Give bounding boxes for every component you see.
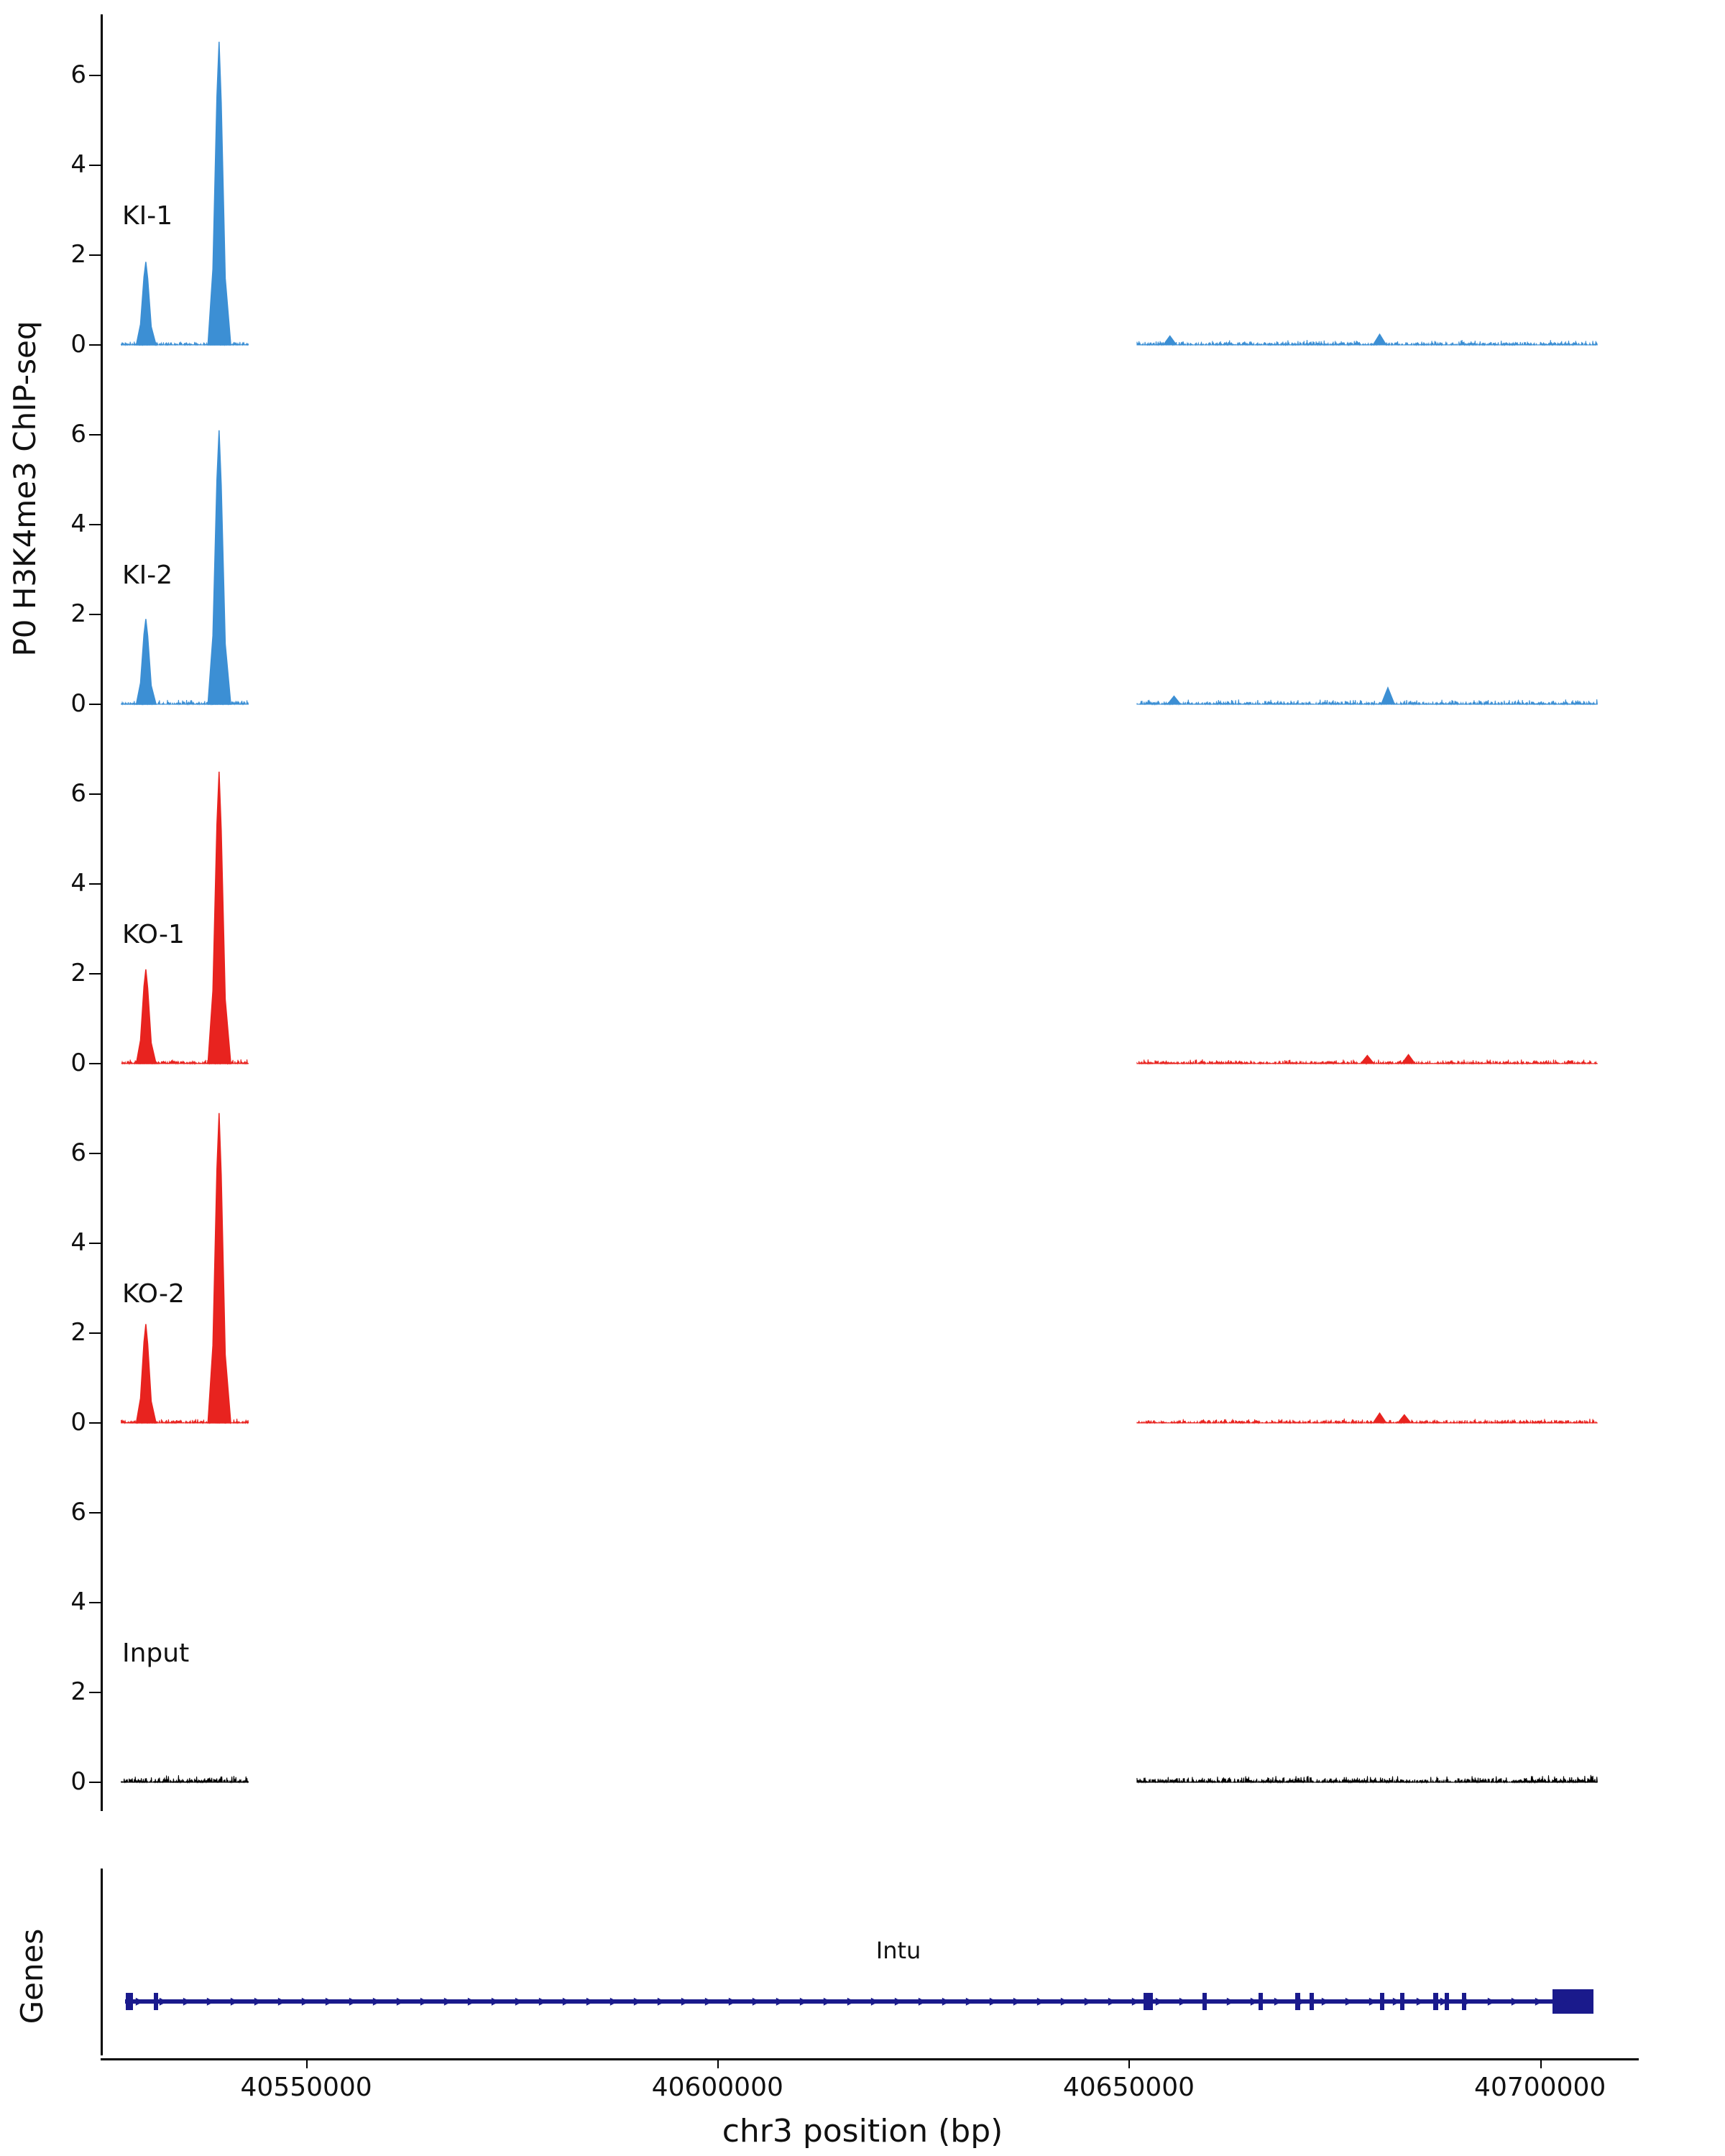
y-tick-label: 6 (70, 779, 86, 808)
gene-strand-arrow-icon: ▸ (918, 1992, 926, 2010)
y-tick (89, 793, 101, 795)
gene-strand-arrow-icon: ▸ (538, 1992, 547, 2010)
gene-strand-arrow-icon: ▸ (349, 1992, 357, 2010)
y-tick (89, 1422, 101, 1424)
gene-track-plot (101, 1869, 1639, 2055)
gene-strand-arrow-icon: ▸ (1108, 1992, 1116, 2010)
gene-strand-arrow-icon: ▸ (420, 1992, 428, 2010)
track-ko-1 (70, 733, 1639, 1092)
gene-strand-arrow-icon: ▸ (467, 1992, 476, 2010)
gene-exon (1400, 1993, 1404, 2010)
gene-strand-arrow-icon: ▸ (989, 1992, 998, 2010)
gene-strand-arrow-icon: ▸ (159, 1992, 167, 2010)
gene-strand-arrow-icon: ▸ (1036, 1992, 1045, 2010)
x-axis-label: chr3 position (bp) (722, 2113, 1003, 2150)
track-name-label: KI-2 (122, 561, 173, 590)
x-tick (1128, 2058, 1130, 2068)
gene-name-label: Intu (875, 1937, 921, 1964)
track-name-label: KO-2 (122, 1279, 185, 1309)
y-tick-label: 4 (70, 869, 86, 898)
gene-strand-arrow-icon: ▸ (633, 1992, 642, 2010)
gene-strand-arrow-icon: ▸ (1392, 1992, 1401, 2010)
gene-strand-arrow-icon: ▸ (1250, 1992, 1259, 2010)
gene-strand-arrow-icon: ▸ (1060, 1992, 1069, 2010)
gene-strand-arrow-icon: ▸ (1084, 1992, 1092, 2010)
y-tick (89, 344, 101, 346)
y-tick-label: 0 (70, 330, 86, 359)
y-tick (89, 1243, 101, 1244)
y-tick-label: 6 (70, 60, 86, 89)
gene-strand-arrow-icon: ▸ (1131, 1992, 1140, 2010)
y-tick (89, 165, 101, 166)
x-tick (1540, 2058, 1542, 2068)
y-tick-label: 0 (70, 689, 86, 718)
y-tick (89, 254, 101, 256)
gene-strand-arrow-icon: ▸ (586, 1992, 594, 2010)
y-tick (89, 434, 101, 436)
track-ki-2 (70, 374, 1639, 733)
y-tick-label: 6 (70, 420, 86, 448)
gene-strand-arrow-icon: ▸ (752, 1992, 760, 2010)
signal-plot (101, 374, 1639, 733)
y-tick-label: 0 (70, 1049, 86, 1077)
gene-exon (1310, 1993, 1314, 2010)
gene-strand-arrow-icon: ▸ (681, 1992, 689, 2010)
y-tick (89, 1782, 101, 1783)
gene-strand-arrow-icon: ▸ (610, 1992, 618, 2010)
gene-strand-arrow-icon: ▸ (942, 1992, 950, 2010)
x-axis (101, 2058, 1639, 2060)
gene-strand-arrow-icon: ▸ (823, 1992, 832, 2010)
y-tick-label: 4 (70, 510, 86, 538)
y-tick (89, 883, 101, 885)
gene-strand-arrow-icon: ▸ (491, 1992, 500, 2010)
gene-strand-arrow-icon: ▸ (1297, 1992, 1306, 2010)
gene-exon (1380, 1993, 1384, 2010)
gene-strand-arrow-icon: ▸ (206, 1992, 215, 2010)
genes-track-label: Genes (14, 1928, 50, 2024)
signal-plot (101, 1092, 1639, 1452)
gene-strand-arrow-icon: ▸ (277, 1992, 286, 2010)
x-tick-label: 40600000 (651, 2073, 783, 2102)
x-tick-label: 40650000 (1062, 2073, 1195, 2102)
gene-strand-arrow-icon: ▸ (1202, 1992, 1211, 2010)
track-name-label: KO-1 (122, 920, 185, 949)
track-ko-2 (70, 1092, 1639, 1452)
gene-track (101, 1869, 1639, 2055)
gene-strand-arrow-icon: ▸ (515, 1992, 523, 2010)
y-tick-label: 6 (70, 1498, 86, 1526)
gene-strand-arrow-icon: ▸ (1535, 1992, 1543, 2010)
gene-strand-arrow-icon: ▸ (135, 1992, 144, 2010)
y-tick (89, 1063, 101, 1064)
gene-strand-arrow-icon: ▸ (657, 1992, 666, 2010)
gene-strand-arrow-icon: ▸ (325, 1992, 334, 2010)
gene-strand-arrow-icon: ▸ (1487, 1992, 1496, 2010)
track-input (70, 1452, 1639, 1811)
gene-strand-arrow-icon: ▸ (1179, 1992, 1187, 2010)
gene-strand-arrow-icon: ▸ (230, 1992, 239, 2010)
signal-plot (101, 1452, 1639, 1811)
gene-strand-arrow-icon: ▸ (1440, 1992, 1448, 2010)
signal-plot (101, 14, 1639, 374)
y-tick-label: 2 (70, 599, 86, 628)
y-axis-label: P0 H3K4me3 ChIP-seq (7, 321, 42, 657)
gene-exon (154, 1993, 158, 2010)
gene-strand-arrow-icon: ▸ (562, 1992, 571, 2010)
y-tick-label: 4 (70, 1588, 86, 1616)
y-tick-label: 6 (70, 1138, 86, 1167)
y-tick-label: 2 (70, 240, 86, 269)
track-name-label: Input (122, 1639, 190, 1668)
y-tick-label: 2 (70, 1318, 86, 1347)
gene-strand-arrow-icon: ▸ (776, 1992, 784, 2010)
gene-strand-arrow-icon: ▸ (1345, 1992, 1353, 2010)
gene-strand-arrow-icon: ▸ (1511, 1992, 1519, 2010)
y-tick-label: 0 (70, 1767, 86, 1796)
gene-strand-arrow-icon: ▸ (183, 1992, 191, 2010)
gene-strand-arrow-icon: ▸ (847, 1992, 855, 2010)
y-tick-label: 2 (70, 1677, 86, 1706)
track-name-label: KI-1 (122, 201, 173, 231)
y-tick-label: 0 (70, 1408, 86, 1437)
y-tick (89, 1332, 101, 1334)
gene-strand-arrow-icon: ▸ (1416, 1992, 1425, 2010)
gene-strand-arrow-icon: ▸ (1226, 1992, 1235, 2010)
gene-strand-arrow-icon: ▸ (301, 1992, 310, 2010)
gene-strand-arrow-icon: ▸ (1558, 1992, 1567, 2010)
gene-strand-arrow-icon: ▸ (1463, 1992, 1472, 2010)
gene-strand-arrow-icon: ▸ (728, 1992, 737, 2010)
gene-strand-arrow-icon: ▸ (870, 1992, 879, 2010)
y-tick (89, 524, 101, 525)
gene-strand-arrow-icon: ▸ (799, 1992, 808, 2010)
y-tick (89, 1602, 101, 1603)
y-tick (89, 614, 101, 615)
y-tick (89, 704, 101, 705)
y-tick (89, 1692, 101, 1693)
signal-plot (101, 733, 1639, 1092)
y-tick (89, 1153, 101, 1154)
gene-strand-arrow-icon: ▸ (1155, 1992, 1164, 2010)
gene-strand-arrow-icon: ▸ (396, 1992, 405, 2010)
x-tick-label: 40550000 (240, 2073, 372, 2102)
x-tick (717, 2058, 719, 2068)
y-tick-label: 2 (70, 959, 86, 987)
gene-exon (1144, 1993, 1153, 2010)
gene-strand-arrow-icon: ▸ (1013, 1992, 1021, 2010)
y-tick (89, 1512, 101, 1514)
gene-strand-arrow-icon: ▸ (704, 1992, 713, 2010)
gene-strand-arrow-icon: ▸ (1368, 1992, 1377, 2010)
gene-strand-arrow-icon: ▸ (443, 1992, 452, 2010)
x-tick-label: 40700000 (1474, 2073, 1606, 2102)
gene-strand-arrow-icon: ▸ (254, 1992, 262, 2010)
y-tick-label: 4 (70, 1228, 86, 1257)
y-tick (89, 75, 101, 76)
gene-exon (1433, 1993, 1438, 2010)
gene-exon (126, 1993, 132, 2010)
gene-strand-arrow-icon: ▸ (1274, 1992, 1282, 2010)
gene-exon (1259, 1993, 1263, 2010)
x-tick (306, 2058, 308, 2068)
track-ki-1 (70, 14, 1639, 374)
gene-strand-arrow-icon: ▸ (1321, 1992, 1330, 2010)
gene-strand-arrow-icon: ▸ (372, 1992, 381, 2010)
gene-strand-arrow-icon: ▸ (894, 1992, 903, 2010)
gene-strand-arrow-icon: ▸ (965, 1992, 974, 2010)
y-tick (89, 973, 101, 975)
y-tick-label: 4 (70, 150, 86, 179)
